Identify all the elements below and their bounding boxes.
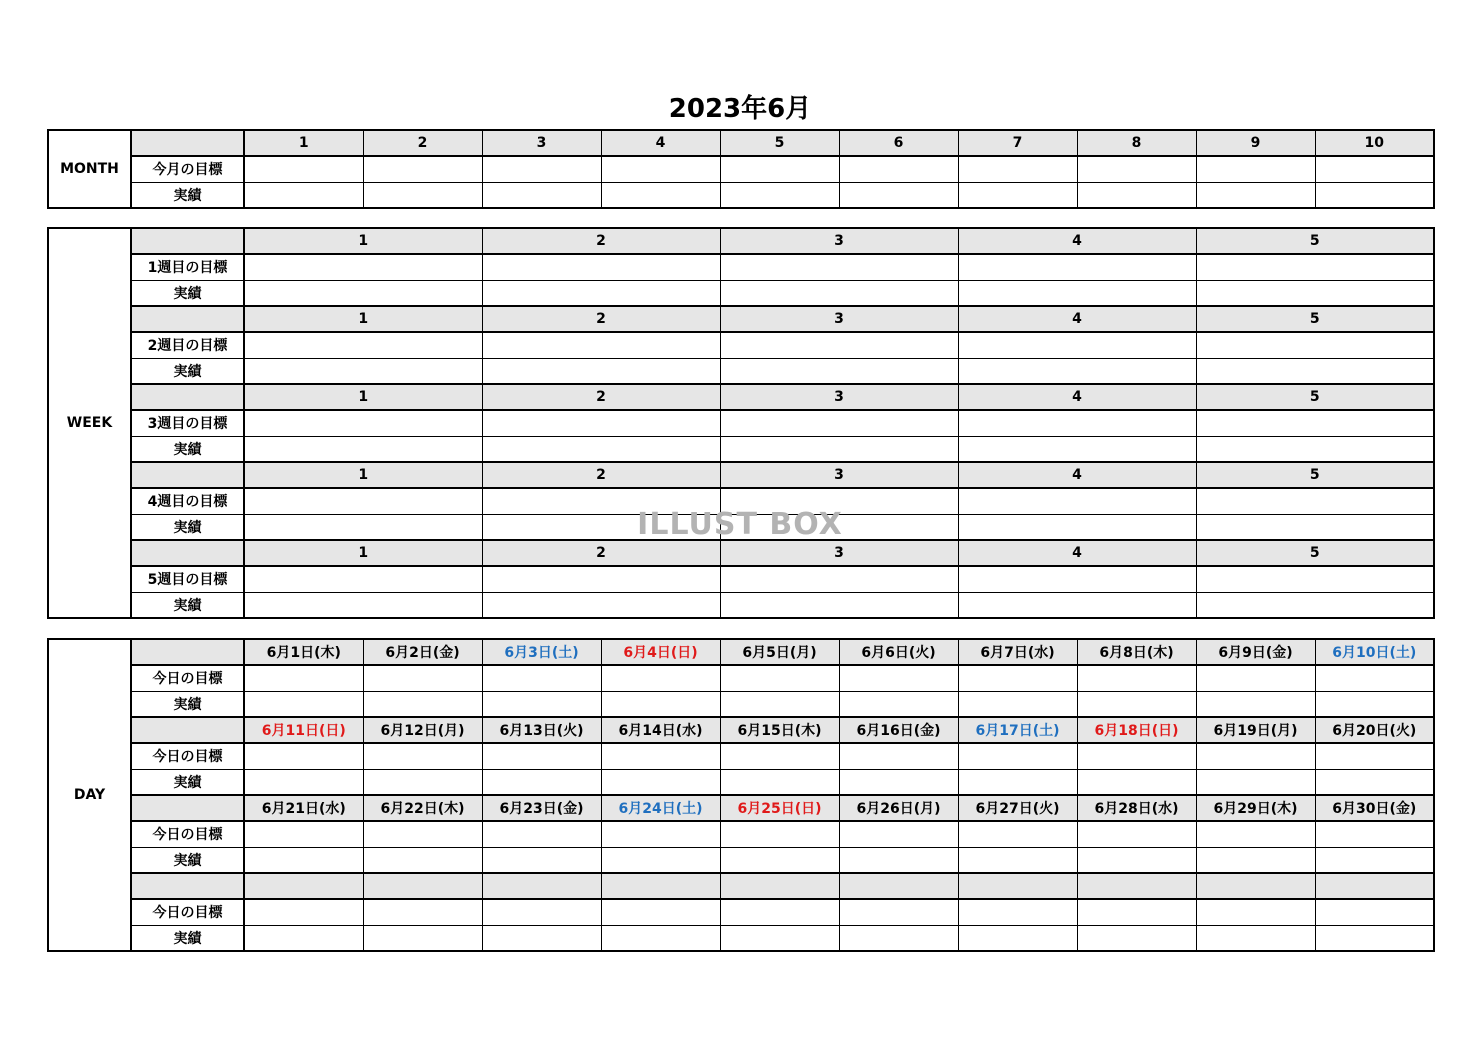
day-cell[interactable] xyxy=(839,821,958,847)
week-result-label: 実績 xyxy=(131,592,244,618)
day-row xyxy=(48,847,1434,873)
week-column-header: 1 xyxy=(244,540,482,566)
week-result-label: 実績 xyxy=(131,436,244,462)
day-date-header: 6月21日(水) xyxy=(244,795,363,821)
week-row xyxy=(48,410,1434,436)
day-cell[interactable] xyxy=(363,925,482,951)
day-header-label xyxy=(131,639,244,665)
week-cell[interactable] xyxy=(244,566,482,592)
day-cell[interactable] xyxy=(363,665,482,691)
month-column-header: 3 xyxy=(482,130,601,156)
month-cell[interactable] xyxy=(1196,156,1315,182)
week-header-label xyxy=(131,306,244,332)
day-row-label: 実績 xyxy=(131,769,244,795)
day-header-label xyxy=(131,873,244,899)
day-header-label xyxy=(131,717,244,743)
week-cell[interactable] xyxy=(482,280,720,306)
week-cell[interactable] xyxy=(958,566,1196,592)
day-date-header: 6月17日(土) xyxy=(958,717,1077,743)
week-row xyxy=(48,280,1434,306)
day-cell[interactable] xyxy=(244,899,363,925)
week-column-header: 5 xyxy=(1196,540,1434,566)
week-cell[interactable] xyxy=(720,436,958,462)
week-column-header: 5 xyxy=(1196,462,1434,488)
month-cell[interactable] xyxy=(363,182,482,208)
week-goal-label: 5週目の目標 xyxy=(131,566,244,592)
day-date-header: 6月13日(火) xyxy=(482,717,601,743)
week-cell[interactable] xyxy=(482,332,720,358)
month-section-label: MONTH xyxy=(48,130,131,208)
week-header-row xyxy=(48,384,1434,410)
day-date-header: 6月6日(火) xyxy=(839,639,958,665)
week-cell[interactable] xyxy=(720,332,958,358)
month-column-header: 6 xyxy=(839,130,958,156)
day-cell[interactable] xyxy=(958,899,1077,925)
day-cell[interactable] xyxy=(1196,769,1315,795)
month-cell[interactable] xyxy=(1196,182,1315,208)
month-cell[interactable] xyxy=(720,156,839,182)
day-cell[interactable] xyxy=(958,691,1077,717)
page-title: 2023年6月 xyxy=(668,94,812,124)
day-date-header: 6月18日(日) xyxy=(1077,717,1196,743)
day-cell[interactable] xyxy=(1196,925,1315,951)
week-cell[interactable] xyxy=(244,592,482,618)
week-cell[interactable] xyxy=(482,410,720,436)
week-result-label: 実績 xyxy=(131,514,244,540)
week-cell[interactable] xyxy=(482,436,720,462)
day-cell[interactable] xyxy=(1196,743,1315,769)
day-cell[interactable] xyxy=(1077,821,1196,847)
day-cell[interactable] xyxy=(482,691,601,717)
week-header-row xyxy=(48,540,1434,566)
day-cell[interactable] xyxy=(839,743,958,769)
day-date-header: 6月30日(金) xyxy=(1315,795,1434,821)
day-date-header: 6月3日(土) xyxy=(482,639,601,665)
week-header-row xyxy=(48,228,1434,254)
day-cell[interactable] xyxy=(1077,769,1196,795)
week-cell[interactable] xyxy=(244,436,482,462)
week-cell[interactable] xyxy=(720,566,958,592)
day-table xyxy=(47,638,1435,952)
month-column-header: 8 xyxy=(1077,130,1196,156)
day-cell[interactable] xyxy=(1196,665,1315,691)
week-cell[interactable] xyxy=(958,592,1196,618)
day-date-header: 6月7日(水) xyxy=(958,639,1077,665)
day-date-header: 6月26日(月) xyxy=(839,795,958,821)
week-header-label xyxy=(131,462,244,488)
week-column-header: 4 xyxy=(958,306,1196,332)
day-date-header: 6月1日(木) xyxy=(244,639,363,665)
week-column-header: 5 xyxy=(1196,306,1434,332)
day-cell[interactable] xyxy=(601,691,720,717)
day-date-header: 6月19日(月) xyxy=(1196,717,1315,743)
day-row xyxy=(48,743,1434,769)
day-row-label: 実績 xyxy=(131,691,244,717)
day-cell[interactable] xyxy=(601,925,720,951)
day-cell[interactable] xyxy=(1077,691,1196,717)
week-cell[interactable] xyxy=(720,280,958,306)
day-cell[interactable] xyxy=(1196,821,1315,847)
day-cell[interactable] xyxy=(720,821,839,847)
day-header-row xyxy=(48,873,1434,899)
month-row-label: 実績 xyxy=(131,182,244,208)
month-cell[interactable] xyxy=(244,182,363,208)
day-cell[interactable] xyxy=(482,847,601,873)
week-cell[interactable] xyxy=(482,358,720,384)
month-cell[interactable] xyxy=(1315,182,1434,208)
day-date-header: 6月25日(日) xyxy=(720,795,839,821)
day-row-label: 今日の目標 xyxy=(131,821,244,847)
day-cell[interactable] xyxy=(958,769,1077,795)
day-cell[interactable] xyxy=(720,847,839,873)
day-cell[interactable] xyxy=(1196,691,1315,717)
day-date-header: 6月5日(月) xyxy=(720,639,839,665)
month-column-header: 9 xyxy=(1196,130,1315,156)
day-date-header xyxy=(244,873,363,899)
week-cell[interactable] xyxy=(1196,592,1434,618)
day-date-header xyxy=(1077,873,1196,899)
day-cell[interactable] xyxy=(958,665,1077,691)
day-cell[interactable] xyxy=(601,665,720,691)
month-column-header: 7 xyxy=(958,130,1077,156)
week-result-label: 実績 xyxy=(131,358,244,384)
day-cell[interactable] xyxy=(363,691,482,717)
month-cell[interactable] xyxy=(1077,156,1196,182)
day-date-header xyxy=(720,873,839,899)
day-row xyxy=(48,899,1434,925)
day-cell[interactable] xyxy=(720,743,839,769)
day-date-header: 6月20日(火) xyxy=(1315,717,1434,743)
month-cell[interactable] xyxy=(601,156,720,182)
week-result-label: 実績 xyxy=(131,280,244,306)
week-cell[interactable] xyxy=(482,566,720,592)
day-row-label: 実績 xyxy=(131,925,244,951)
day-cell[interactable] xyxy=(720,925,839,951)
day-date-header: 6月4日(日) xyxy=(601,639,720,665)
week-row xyxy=(48,332,1434,358)
week-cell[interactable] xyxy=(244,280,482,306)
day-row-label: 今日の目標 xyxy=(131,743,244,769)
day-cell[interactable] xyxy=(1077,925,1196,951)
month-column-header: 4 xyxy=(601,130,720,156)
day-cell[interactable] xyxy=(839,899,958,925)
week-column-header: 3 xyxy=(720,462,958,488)
day-date-header xyxy=(601,873,720,899)
day-header-row xyxy=(48,795,1434,821)
day-date-header: 6月23日(金) xyxy=(482,795,601,821)
week-cell[interactable] xyxy=(244,254,482,280)
week-cell[interactable] xyxy=(482,254,720,280)
day-cell[interactable] xyxy=(958,743,1077,769)
week-cell[interactable] xyxy=(1196,566,1434,592)
day-date-header xyxy=(958,873,1077,899)
day-date-header xyxy=(482,873,601,899)
week-column-header: 5 xyxy=(1196,384,1434,410)
week-cell[interactable] xyxy=(244,332,482,358)
week-cell[interactable] xyxy=(1196,254,1434,280)
day-cell[interactable] xyxy=(1315,821,1434,847)
day-cell[interactable] xyxy=(1196,899,1315,925)
month-column-header: 1 xyxy=(244,130,363,156)
week-column-header: 3 xyxy=(720,306,958,332)
day-cell[interactable] xyxy=(363,847,482,873)
day-header-label xyxy=(131,795,244,821)
week-row xyxy=(48,592,1434,618)
day-section-label: DAY xyxy=(48,639,131,951)
week-column-header: 1 xyxy=(244,462,482,488)
week-table xyxy=(47,227,1435,619)
month-row xyxy=(48,182,1434,208)
day-date-header: 6月8日(木) xyxy=(1077,639,1196,665)
day-date-header xyxy=(839,873,958,899)
month-cell[interactable] xyxy=(958,156,1077,182)
week-header-label xyxy=(131,228,244,254)
week-cell[interactable] xyxy=(720,410,958,436)
week-goal-label: 2週目の目標 xyxy=(131,332,244,358)
day-cell[interactable] xyxy=(363,899,482,925)
week-column-header: 2 xyxy=(482,384,720,410)
day-date-header: 6月29日(木) xyxy=(1196,795,1315,821)
day-cell[interactable] xyxy=(1077,743,1196,769)
week-cell[interactable] xyxy=(1196,332,1434,358)
day-cell[interactable] xyxy=(601,847,720,873)
day-cell[interactable] xyxy=(1077,847,1196,873)
day-cell[interactable] xyxy=(244,821,363,847)
day-cell[interactable] xyxy=(1077,899,1196,925)
week-column-header: 2 xyxy=(482,306,720,332)
day-cell[interactable] xyxy=(482,925,601,951)
week-column-header: 1 xyxy=(244,384,482,410)
week-column-header: 2 xyxy=(482,540,720,566)
week-header-row xyxy=(48,306,1434,332)
day-cell[interactable] xyxy=(601,769,720,795)
week-cell[interactable] xyxy=(958,280,1196,306)
month-cell[interactable] xyxy=(720,182,839,208)
month-cell[interactable] xyxy=(482,156,601,182)
month-cell[interactable] xyxy=(839,182,958,208)
day-cell[interactable] xyxy=(839,925,958,951)
week-column-header: 4 xyxy=(958,462,1196,488)
week-column-header: 4 xyxy=(958,540,1196,566)
month-column-header: 5 xyxy=(720,130,839,156)
day-cell[interactable] xyxy=(1315,691,1434,717)
day-cell[interactable] xyxy=(839,665,958,691)
week-column-header: 1 xyxy=(244,306,482,332)
week-header-row xyxy=(48,462,1434,488)
week-cell[interactable] xyxy=(958,254,1196,280)
month-cell[interactable] xyxy=(839,156,958,182)
day-row-label: 今日の目標 xyxy=(131,665,244,691)
week-cell[interactable] xyxy=(244,358,482,384)
day-cell[interactable] xyxy=(244,925,363,951)
month-cell[interactable] xyxy=(363,156,482,182)
week-cell[interactable] xyxy=(958,436,1196,462)
watermark: ILLUST BOX xyxy=(637,507,843,542)
week-cell[interactable] xyxy=(720,254,958,280)
week-column-header: 3 xyxy=(720,540,958,566)
day-header-row xyxy=(48,717,1434,743)
day-cell[interactable] xyxy=(720,769,839,795)
month-cell[interactable] xyxy=(958,182,1077,208)
month-cell[interactable] xyxy=(482,182,601,208)
week-cell[interactable] xyxy=(720,358,958,384)
day-cell[interactable] xyxy=(720,665,839,691)
day-cell[interactable] xyxy=(720,691,839,717)
day-row xyxy=(48,769,1434,795)
day-cell[interactable] xyxy=(1315,769,1434,795)
week-row xyxy=(48,436,1434,462)
day-date-header: 6月28日(水) xyxy=(1077,795,1196,821)
day-date-header: 6月24日(土) xyxy=(601,795,720,821)
day-date-header: 6月12日(月) xyxy=(363,717,482,743)
day-date-header xyxy=(363,873,482,899)
week-cell[interactable] xyxy=(958,358,1196,384)
day-cell[interactable] xyxy=(1315,743,1434,769)
week-column-header: 4 xyxy=(958,384,1196,410)
day-cell[interactable] xyxy=(839,769,958,795)
week-goal-label: 1週目の目標 xyxy=(131,254,244,280)
day-cell[interactable] xyxy=(601,821,720,847)
day-row xyxy=(48,821,1434,847)
day-cell[interactable] xyxy=(244,769,363,795)
week-cell[interactable] xyxy=(1196,410,1434,436)
month-header-row xyxy=(48,130,1434,156)
week-column-header: 1 xyxy=(244,228,482,254)
day-date-header xyxy=(1196,873,1315,899)
month-row-label: 今月の目標 xyxy=(131,156,244,182)
week-column-header: 2 xyxy=(482,228,720,254)
day-cell[interactable] xyxy=(363,743,482,769)
month-header-label xyxy=(131,130,244,156)
day-cell[interactable] xyxy=(1315,925,1434,951)
day-cell[interactable] xyxy=(958,821,1077,847)
month-cell[interactable] xyxy=(601,182,720,208)
month-cell[interactable] xyxy=(1077,182,1196,208)
month-row xyxy=(48,156,1434,182)
day-cell[interactable] xyxy=(244,847,363,873)
week-column-header: 5 xyxy=(1196,228,1434,254)
day-cell[interactable] xyxy=(1315,665,1434,691)
week-column-header: 3 xyxy=(720,384,958,410)
day-date-header: 6月16日(金) xyxy=(839,717,958,743)
day-row xyxy=(48,665,1434,691)
day-date-header: 6月14日(水) xyxy=(601,717,720,743)
month-table xyxy=(47,129,1435,209)
week-goal-label: 3週目の目標 xyxy=(131,410,244,436)
day-cell[interactable] xyxy=(958,847,1077,873)
week-cell[interactable] xyxy=(720,592,958,618)
week-cell[interactable] xyxy=(1196,358,1434,384)
week-cell[interactable] xyxy=(1196,280,1434,306)
day-cell[interactable] xyxy=(244,743,363,769)
day-cell[interactable] xyxy=(482,821,601,847)
day-cell[interactable] xyxy=(839,691,958,717)
day-date-header: 6月27日(火) xyxy=(958,795,1077,821)
week-goal-label: 4週目の目標 xyxy=(131,488,244,514)
day-cell[interactable] xyxy=(1315,899,1434,925)
week-row xyxy=(48,358,1434,384)
week-section-label: WEEK xyxy=(48,228,131,618)
week-cell[interactable] xyxy=(1196,436,1434,462)
week-header-label xyxy=(131,540,244,566)
day-cell[interactable] xyxy=(482,665,601,691)
day-cell[interactable] xyxy=(244,665,363,691)
day-date-header: 6月11日(日) xyxy=(244,717,363,743)
day-cell[interactable] xyxy=(1196,847,1315,873)
week-cell[interactable] xyxy=(958,410,1196,436)
week-cell[interactable] xyxy=(482,592,720,618)
day-cell[interactable] xyxy=(482,743,601,769)
month-cell[interactable] xyxy=(1315,156,1434,182)
month-column-header: 2 xyxy=(363,130,482,156)
day-cell[interactable] xyxy=(601,899,720,925)
week-header-label xyxy=(131,384,244,410)
month-column-header: 10 xyxy=(1315,130,1434,156)
day-header-row xyxy=(48,639,1434,665)
week-column-header: 4 xyxy=(958,228,1196,254)
day-cell[interactable] xyxy=(482,899,601,925)
day-row-label: 今日の目標 xyxy=(131,899,244,925)
month-cell[interactable] xyxy=(244,156,363,182)
day-cell[interactable] xyxy=(839,847,958,873)
day-date-header: 6月22日(木) xyxy=(363,795,482,821)
week-column-header: 3 xyxy=(720,228,958,254)
day-cell[interactable] xyxy=(958,925,1077,951)
day-date-header: 6月15日(木) xyxy=(720,717,839,743)
week-cell[interactable] xyxy=(244,410,482,436)
day-cell[interactable] xyxy=(244,691,363,717)
day-date-header: 6月9日(金) xyxy=(1196,639,1315,665)
week-cell[interactable] xyxy=(958,332,1196,358)
day-cell[interactable] xyxy=(1077,665,1196,691)
day-cell[interactable] xyxy=(1315,847,1434,873)
day-row xyxy=(48,691,1434,717)
week-row xyxy=(48,566,1434,592)
day-row-label: 実績 xyxy=(131,847,244,873)
week-column-header: 2 xyxy=(482,462,720,488)
day-cell[interactable] xyxy=(482,769,601,795)
day-cell[interactable] xyxy=(720,899,839,925)
day-cell[interactable] xyxy=(601,743,720,769)
day-date-header: 6月2日(金) xyxy=(363,639,482,665)
day-cell[interactable] xyxy=(363,821,482,847)
day-date-header: 6月10日(土) xyxy=(1315,639,1434,665)
day-cell[interactable] xyxy=(363,769,482,795)
day-date-header xyxy=(1315,873,1434,899)
day-row xyxy=(48,925,1434,951)
week-row xyxy=(48,254,1434,280)
